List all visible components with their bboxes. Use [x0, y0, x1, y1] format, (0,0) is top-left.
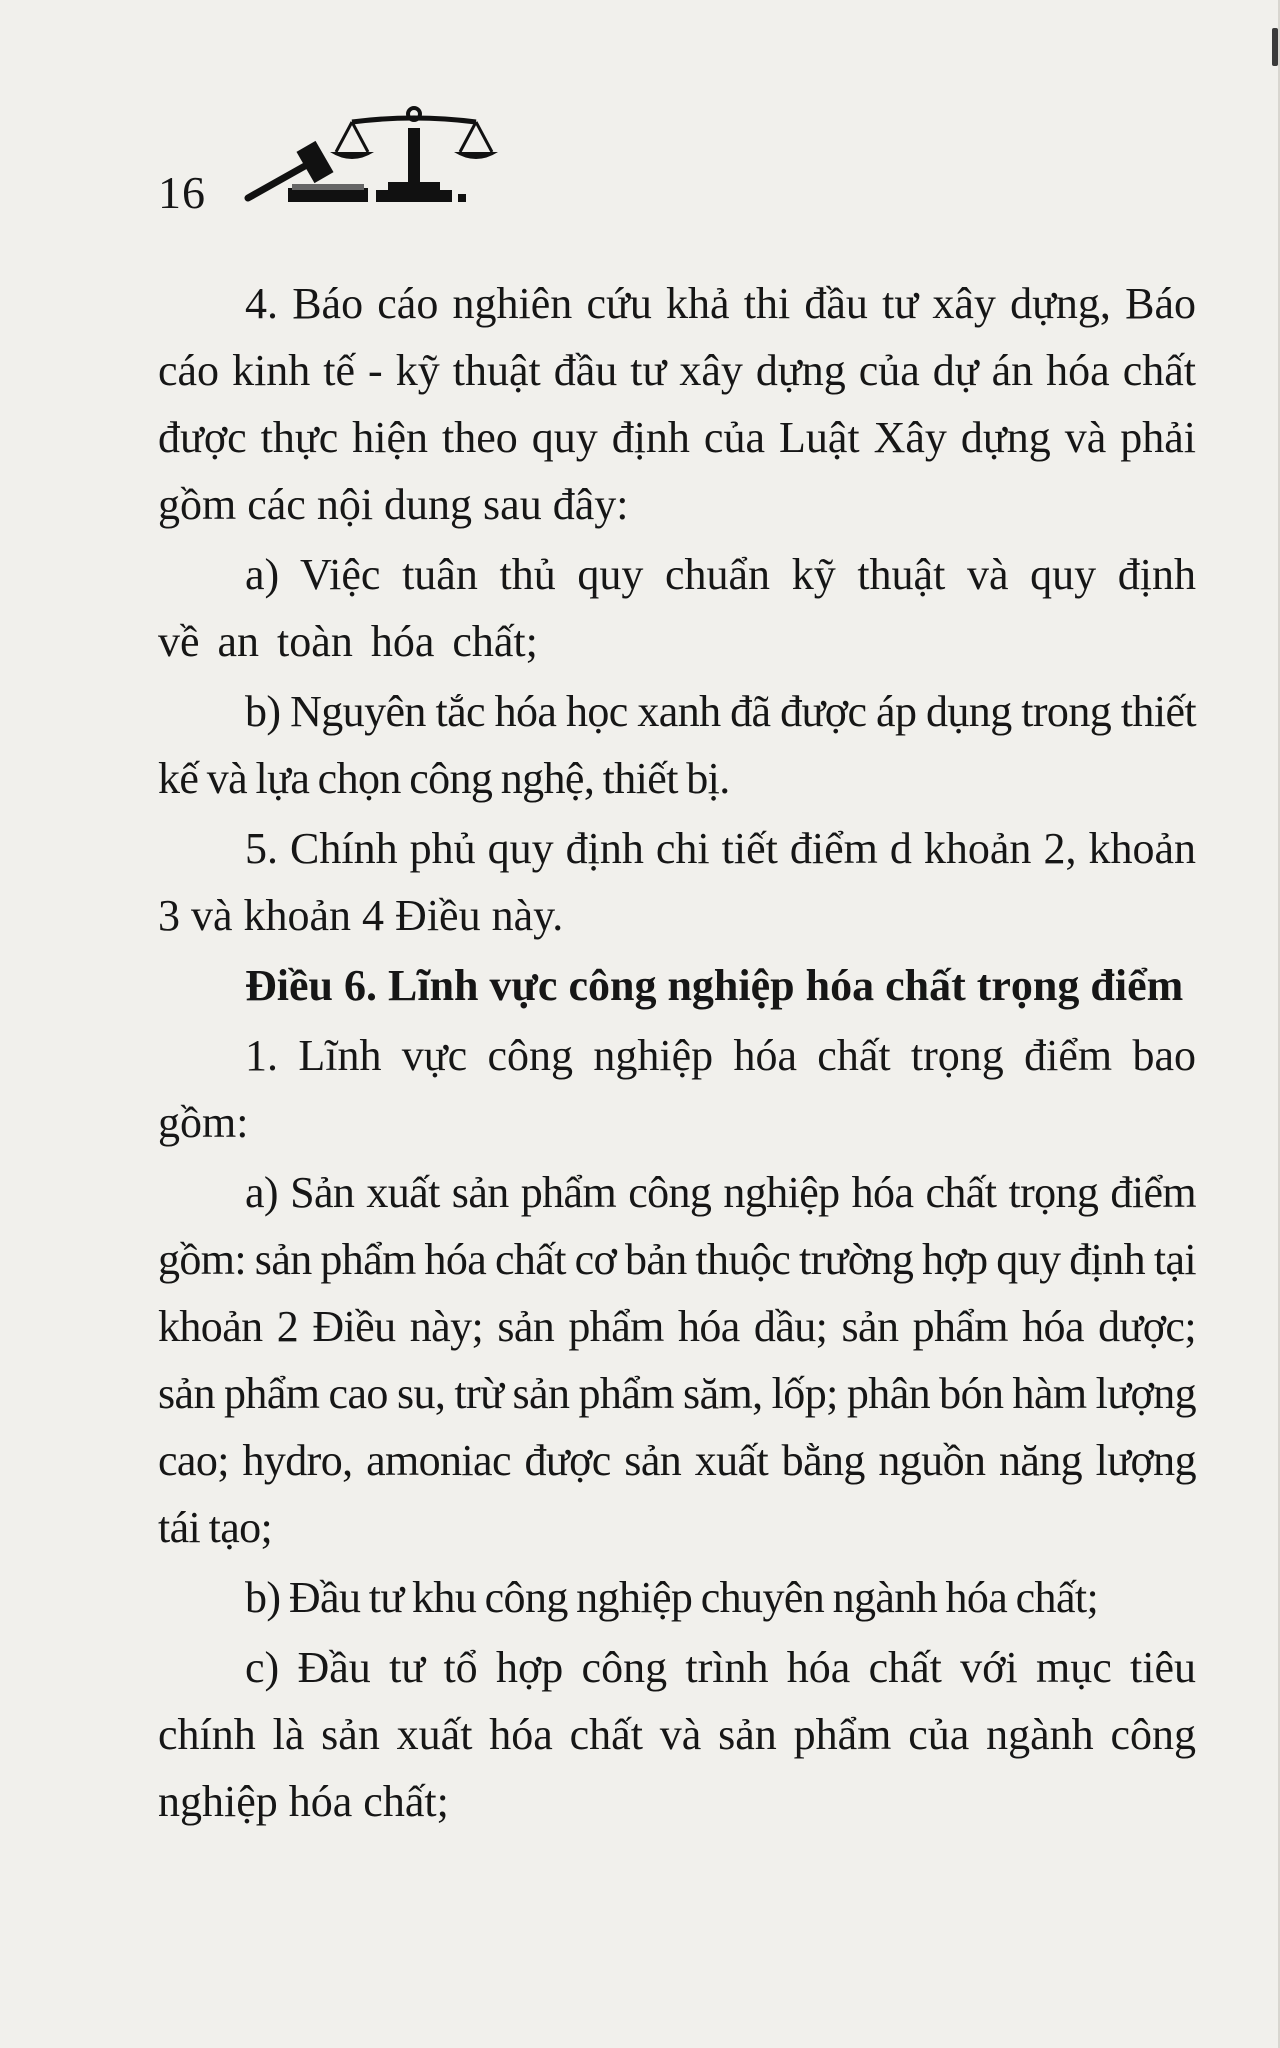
paragraph-4b: b) Nguyên tắc hóa học xanh đã được áp dụng trong thiết kế và lựa chọn công nghệ, thiết bị. [158, 687, 1196, 803]
scales-of-justice-icon [240, 100, 580, 212]
paragraph-4: 4. Báo cáo nghiên cứu khả thi đầu tư xây dựng, Báo cáo kinh tế - kỹ thuật đầu tư xây dựng của dự án hóa chất được thực hiện theo quy định của Luật Xây dựng và phải gồm các nội dung sau đây: [158, 279, 1196, 529]
paragraph-6-1: 1. Lĩnh vực công nghiệp hóa chất trọng điểm bao gồm: [158, 1031, 1196, 1147]
document-body [158, 270, 1196, 1835]
article-6-heading: Điều 6. Lĩnh vực công nghiệp hóa chất trọng điểm [245, 961, 1184, 1010]
page-header [158, 100, 458, 220]
paragraph-6-1a: a) Sản xuất sản phẩm công nghiệp hóa chất trọng điểm gồm: sản phẩm hóa chất cơ bản thuộc trường hợp quy định tại khoản 2 Điều này; sản phẩm hóa dầu; sản phẩm hóa dược; sản phẩm cao su, trừ sản phẩm săm, lốp; phân bón hàm lượng cao; hydro, amoniac được sản xuất bằng nguồn năng lượng tái tạo; [158, 1168, 1196, 1552]
paragraph-6-1c: c) Đầu tư tổ hợp công trình hóa chất với mục tiêu chính là sản xuất hóa chất và sản phẩm của ngành công nghiệp hóa chất; [158, 1643, 1196, 1826]
edge-mark [1272, 28, 1278, 66]
paragraph-5: 5. Chính phủ quy định chi tiết điểm d khoản 2, khoản 3 và khoản 4 Điều này. [158, 824, 1196, 940]
paragraph-6-1b: b) Đầu tư khu công nghiệp chuyên ngành hóa chất; [245, 1573, 1099, 1622]
paragraph-4a: a) Việc tuân thủ quy chuẩn kỹ thuật và quy định về an toàn hóa chất; [158, 550, 1196, 666]
page-number: 16 [158, 167, 206, 218]
